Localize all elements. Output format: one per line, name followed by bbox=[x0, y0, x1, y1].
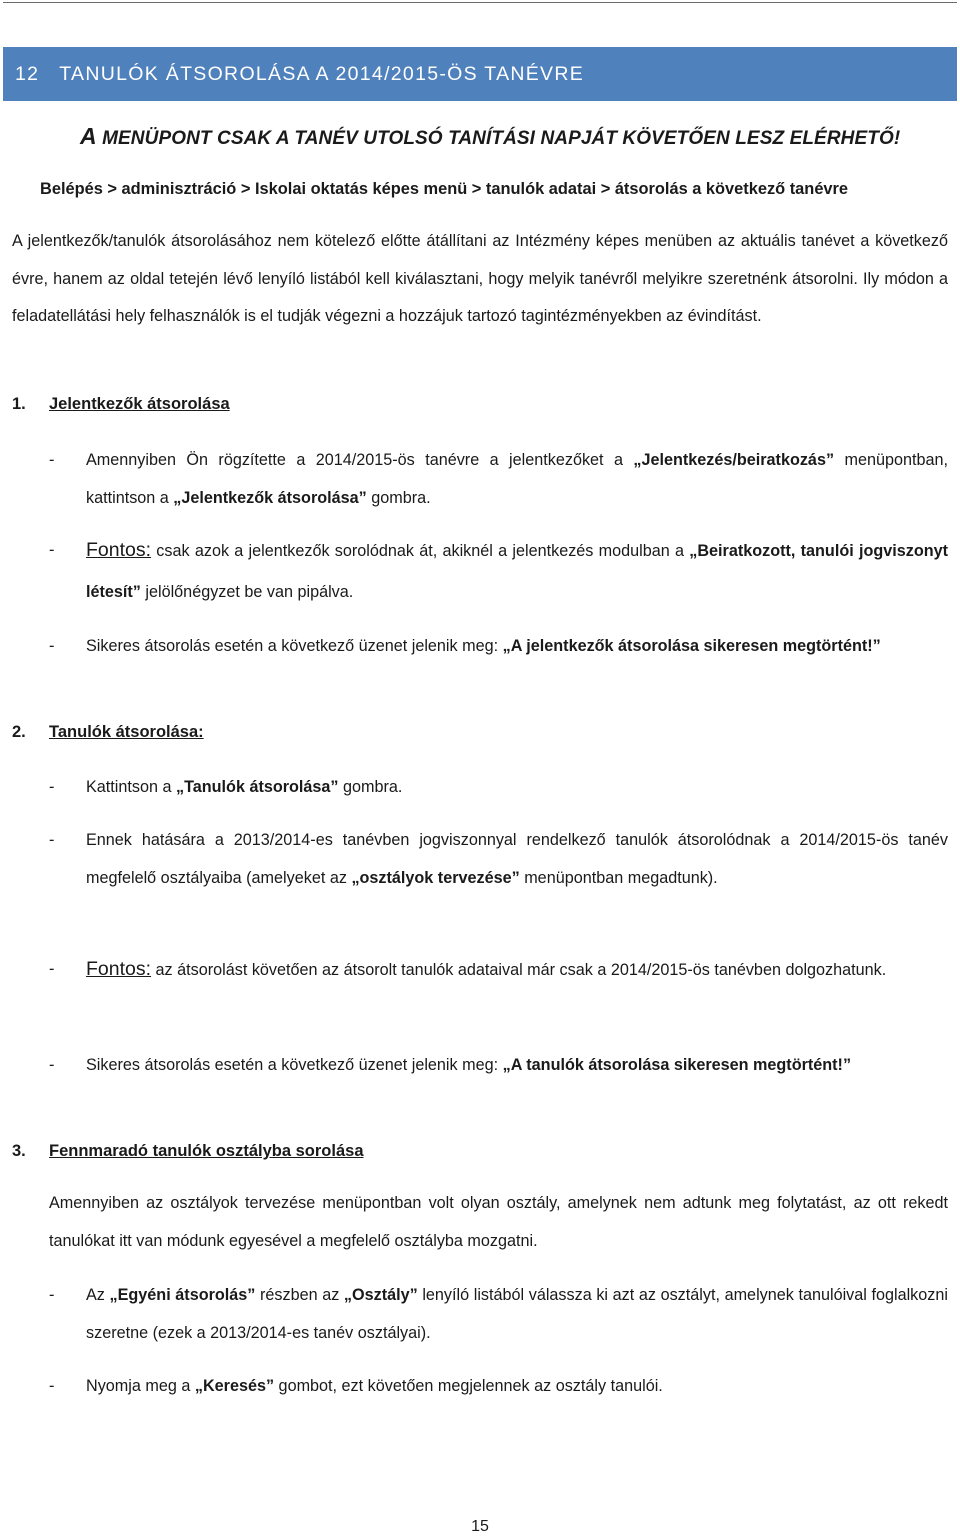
section-2-item-3: - Fontos: az átsorolást követően az átsorolt tanulók adataival már csak a 2014/2015-ös tanévben dolgozhatunk. bbox=[49, 958, 887, 980]
section-1-item-1: - Amennyiben Ön rögzítette a 2014/2015-ös tanévre a jelentkezőket a „Jelentkezés/beiratkozás” menüpontban, kattintson a „Jelentkezők átsorolása” gombra. bbox=[49, 451, 948, 507]
section-2-item-1: - Kattintson a „Tanulók átsorolása” gombra. bbox=[49, 778, 403, 796]
top-rule bbox=[3, 2, 957, 3]
section-2-heading: 2. Tanulók átsorolása: bbox=[12, 723, 204, 741]
chapter-title: TANULÓK ÁTSOROLÁSA A 2014/2015-ÖS TANÉVRE bbox=[59, 62, 585, 85]
section-2-item-4: - Sikeres átsorolás esetén a következő üzenet jelenik meg: „A tanulók átsorolása sikeresen megtörtént!” bbox=[49, 1056, 852, 1074]
intro-paragraph: A jelentkezők/tanulók átsorolásához nem kötelező előtte átállítani az Intézmény képes menüben az aktuális tanévet a következő évre, hanem az oldal tetején lévő lenyíló listából kell kiválasztani, hogy melyik tanévről melyikre szeretnénk átsorolni. Ily módon a feladatellátási hely felhasználók is el tudják végezni a hozzájuk tartozó tagintézményekben az évindítást. bbox=[12, 232, 948, 326]
chapter-number: 12 bbox=[15, 62, 40, 85]
section-3-item-1: - Az „Egyéni átsorolás” részben az „Osztály” lenyíló listából válassza ki azt az osztályt, amelynek tanulóival foglalkozni szeretne (ezek a 2013/2014-es tanév osztályai). bbox=[49, 1286, 948, 1342]
section-1-item-3: - Sikeres átsorolás esetén a következő üzenet jelenik meg: „A jelentkezők átsorolása sikeresen megtörtént!” bbox=[49, 637, 881, 655]
section-3-heading: 3. Fennmaradó tanulók osztályba sorolása bbox=[12, 1142, 364, 1160]
section-1-item-2: - Fontos: csak azok a jelentkezők sorolódnak át, akiknél a jelentkezés modulban a „Beiratkozott, tanulói jogviszonyt létesít” jelölőnégyzet be van pipálva. bbox=[49, 539, 948, 601]
availability-notice: A MENÜPONT CSAK A TANÉV UTOLSÓ TANÍTÁSI NAPJÁT KÖVETŐEN LESZ ELÉRHETŐ! bbox=[80, 123, 901, 149]
section-2-item-2: - Ennek hatására a 2013/2014-es tanévben jogviszonnyal rendelkező tanulók átsorolódnak a 2014/2015-ös tanév megfelelő osztályaiba (amelyeket az „osztályok tervezése” menüpontban megadtunk). bbox=[49, 831, 948, 887]
page-number: 15 bbox=[471, 1518, 489, 1535]
section-1-heading: 1. Jelentkezők átsorolása bbox=[12, 395, 230, 413]
menu-path: Belépés > adminisztráció > Iskolai oktatás képes menü > tanulók adatai > átsorolás a következő tanévre bbox=[40, 180, 849, 198]
section-3-paragraph: Amennyiben az osztályok tervezése menüpontban volt olyan osztály, amelynek nem adtunk meg folytatást, az ott rekedt tanulókat itt van módunk egyesével a megfelelő osztályba mozgatni. bbox=[49, 1194, 948, 1250]
section-3-item-2: - Nyomja meg a „Keresés” gombot, ezt követően megjelennek az osztály tanulói. bbox=[49, 1377, 663, 1395]
chapter-heading bbox=[3, 47, 957, 101]
